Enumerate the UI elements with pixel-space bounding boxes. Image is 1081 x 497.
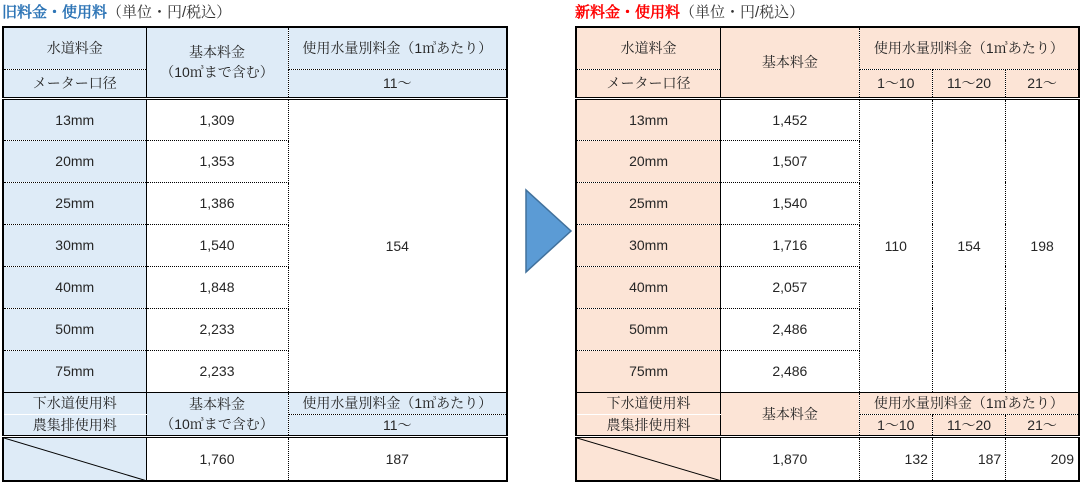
base-fee-cell: 1,309 <box>146 98 288 140</box>
sewer-usage-tier-header: 21～ <box>1006 414 1079 436</box>
sewer-usage-tier-header: 1～10 <box>859 414 932 436</box>
meter-size-cell: 40mm <box>576 266 721 308</box>
old-rates-panel <box>2 2 506 482</box>
meter-size-cell: 30mm <box>3 224 146 266</box>
base-fee-cell: 1,848 <box>146 266 288 308</box>
usage-fee-header: 使用水量別料金（1㎥あたり） <box>288 27 507 69</box>
usage-fee-cell: 154 <box>288 98 507 392</box>
table-header-row <box>3 27 507 69</box>
diagonal-line-icon <box>4 438 146 481</box>
meter-size-cell: 75mm <box>3 350 146 392</box>
sewer-usage-value: 209 <box>1050 450 1074 467</box>
base-fee-cell: 2,233 <box>146 350 288 392</box>
transition-arrow-icon <box>514 184 576 280</box>
meter-size-header: メーター口径 <box>576 69 721 98</box>
old-rates-table <box>2 26 508 482</box>
new-rates-table <box>575 26 1080 482</box>
sewer-usage-fee-header: 使用水量別料金（1㎥あたり） <box>859 392 1079 414</box>
base-fee-cell: 2,057 <box>721 266 860 308</box>
sewer-base-fee-note: （10㎥まで含む） <box>160 415 274 432</box>
sewer-usage-tier-header: 11～ <box>288 414 507 436</box>
usage-tier-header: 11～20 <box>932 69 1005 98</box>
meter-size-cell: 75mm <box>576 350 721 392</box>
sewer-usage-value: 187 <box>932 436 1005 481</box>
sewer-base-fee-label: 基本料金 <box>189 395 245 412</box>
meter-size-header: メーター口径 <box>3 69 146 98</box>
sewer-base-fee-header: 基本料金 <box>721 392 860 436</box>
meter-size-cell: 13mm <box>3 98 146 140</box>
usage-tier-header: 11～ <box>288 69 507 98</box>
sewer-base-value: 1,870 <box>721 436 860 481</box>
new-table-title-suffix: （単位・円/税込） <box>680 4 805 21</box>
meter-size-cell: 25mm <box>576 182 721 224</box>
farm-drain-label: 農集排使用料 <box>576 414 721 436</box>
table-row <box>3 98 507 140</box>
sewer-value-row <box>3 436 507 481</box>
usage-fee-cell: 110 <box>859 98 932 392</box>
usage-tier-header: 1～10 <box>859 69 932 98</box>
diagonal-cell <box>576 436 721 481</box>
diagonal-cell <box>3 436 146 481</box>
usage-fee-header: 使用水量別料金（1㎥あたり） <box>859 27 1079 69</box>
diagonal-line-icon <box>577 438 720 481</box>
base-fee-cell: 1,353 <box>146 140 288 182</box>
meter-size-cell: 20mm <box>3 140 146 182</box>
sewer-header-row <box>3 392 507 414</box>
sewer-usage-tier-header: 11～20 <box>932 414 1005 436</box>
base-fee-header: 基本料金 <box>721 27 860 98</box>
meter-size-cell: 50mm <box>3 308 146 350</box>
new-table-title <box>575 2 1080 26</box>
sewer-base-value: 1,760 <box>146 436 288 481</box>
sewer-header-row <box>576 392 1079 414</box>
new-rates-panel <box>575 2 1080 482</box>
old-table-title-main: 旧料金・使用料 <box>2 4 108 21</box>
meter-size-cell: 25mm <box>3 182 146 224</box>
base-fee-cell: 1,507 <box>721 140 860 182</box>
usage-fee-cell: 154 <box>932 98 1005 392</box>
meter-size-cell: 50mm <box>576 308 721 350</box>
base-fee-cell: 1,540 <box>721 182 860 224</box>
usage-tier-header: 21～ <box>1006 69 1079 98</box>
base-fee-header <box>146 27 288 98</box>
sewer-section-label: 下水道使用料 <box>576 392 721 414</box>
base-fee-cell: 2,486 <box>721 308 860 350</box>
old-table-title <box>2 2 506 26</box>
meter-size-cell: 30mm <box>576 224 721 266</box>
meter-size-cell: 13mm <box>576 98 721 140</box>
table-row <box>576 98 1079 140</box>
meter-size-cell: 20mm <box>576 140 721 182</box>
water-section-label: 水道料金 <box>3 27 146 69</box>
sewer-value-row <box>576 436 1079 481</box>
base-fee-label: 基本料金 <box>189 44 245 61</box>
right-triangle-icon <box>514 184 576 280</box>
old-table-title-suffix: （単位・円/税込） <box>107 4 232 21</box>
base-fee-cell: 1,716 <box>721 224 860 266</box>
water-section-label: 水道料金 <box>576 27 721 69</box>
usage-fee-cell: 198 <box>1006 98 1079 392</box>
sewer-usage-value: 187 <box>385 450 409 467</box>
base-fee-cell: 1,540 <box>146 224 288 266</box>
sewer-usage-fee-header: 使用水量別料金（1㎥あたり） <box>288 392 507 414</box>
base-fee-cell: 1,452 <box>721 98 860 140</box>
sewer-usage-value: 132 <box>859 436 932 481</box>
base-fee-cell: 2,233 <box>146 308 288 350</box>
base-fee-cell: 1,386 <box>146 182 288 224</box>
new-table-title-main: 新料金・使用料 <box>575 4 681 21</box>
base-fee-cell: 2,486 <box>721 350 860 392</box>
base-fee-note: （10㎥まで含む） <box>160 64 274 81</box>
meter-size-cell: 40mm <box>3 266 146 308</box>
farm-drain-label: 農集排使用料 <box>3 414 146 436</box>
sewer-base-fee-header <box>146 392 288 436</box>
table-header-row <box>576 27 1079 69</box>
sewer-section-label: 下水道使用料 <box>3 392 146 414</box>
